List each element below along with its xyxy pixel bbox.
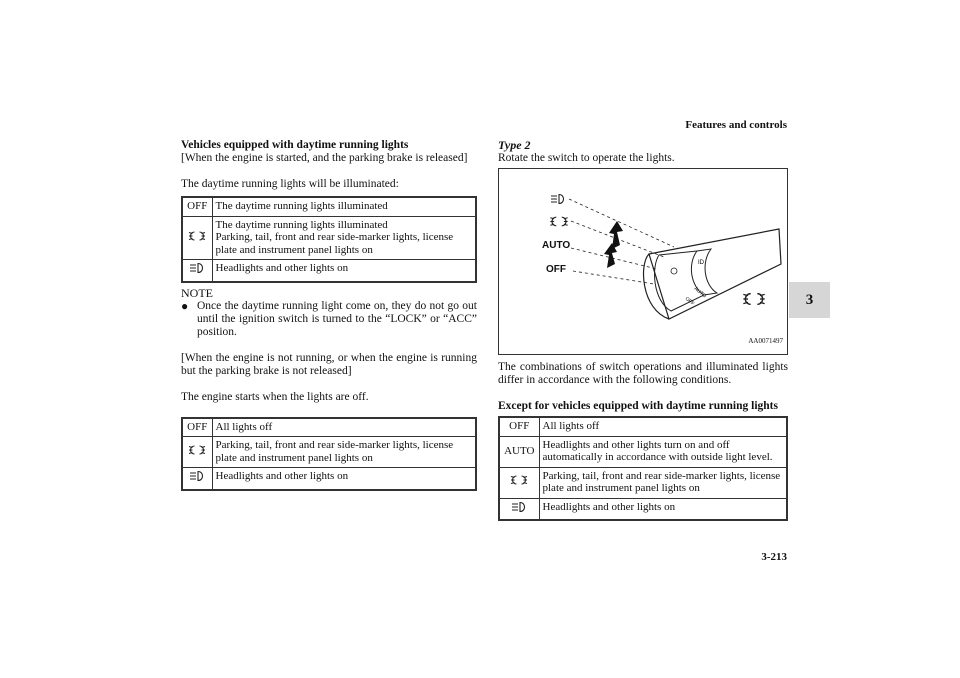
table-symbol: OFF <box>182 418 212 437</box>
table-text: All lights off <box>212 418 476 437</box>
table-row <box>182 216 476 260</box>
table-text: Headlights and other lights on <box>539 498 787 520</box>
page-number: 3-213 <box>761 551 787 563</box>
left-column <box>181 139 477 491</box>
headlight-icon <box>188 262 206 274</box>
condition-text: [When the engine is not running, or when the engine is running but the parking brake is not released] <box>181 351 477 377</box>
table-row <box>499 417 787 436</box>
section-header: Features and controls <box>685 119 787 131</box>
note-text: Once the daytime running light come on, they do not go out until the ignition switch is turned to the “LOCK” or “ACC” position. <box>197 299 477 338</box>
table-row <box>182 468 476 490</box>
parking-light-icon <box>743 294 764 305</box>
table-text: Headlights and other lights turn on and off automatically in accordance with outside light level. <box>539 436 787 467</box>
figure-code: AA0071497 <box>748 337 783 345</box>
table-text: The daytime running lights illuminated <box>215 218 388 231</box>
svg-text:AUTO: AUTO <box>692 285 708 300</box>
section-heading: Vehicles equipped with daytime running lights <box>181 139 409 151</box>
table-row <box>499 467 787 498</box>
table-text: All lights off <box>539 417 787 436</box>
note-label: NOTE <box>181 285 213 300</box>
table-row <box>182 437 476 468</box>
table-text: Headlights and other lights on <box>212 260 476 282</box>
table-row <box>182 418 476 437</box>
table-row <box>182 260 476 282</box>
light-switch-illustration <box>499 169 787 354</box>
headlight-icon <box>188 470 206 482</box>
table-text: Parking, tail, front and rear side-marker lights, license plate and instrument panel lights on <box>215 231 454 256</box>
intro-text: The engine starts when the lights are off. <box>181 390 369 403</box>
parking-light-icon <box>188 444 206 456</box>
chapter-tab: 3 <box>789 282 830 318</box>
table-row <box>182 197 476 216</box>
parking-light-icon <box>510 474 528 486</box>
intro-text: The daytime running lights will be illuminated: <box>181 178 399 190</box>
table-symbol: AUTO <box>499 436 539 467</box>
table-symbol: OFF <box>182 197 212 216</box>
type-heading: Type 2 <box>498 138 531 152</box>
table-row <box>499 498 787 520</box>
table-text: Parking, tail, front and rear side-marker lights, license plate and instrument panel lights on <box>539 467 787 498</box>
note-item <box>181 300 477 339</box>
table-text: The daytime running lights illuminated <box>212 197 476 216</box>
svg-text:ID: ID <box>698 260 704 266</box>
svg-text:OFF: OFF <box>683 295 696 307</box>
table-subheading: Except for vehicles equipped with daytime running lights <box>498 400 778 412</box>
table-text: Headlights and other lights on <box>212 468 476 490</box>
bullet-icon: ● <box>181 298 189 313</box>
off-label: OFF <box>546 264 566 275</box>
switch-combinations-table <box>498 416 788 521</box>
drl-table-engine-running <box>181 196 477 283</box>
drl-table-engine-off <box>181 417 477 491</box>
table-symbol: OFF <box>499 417 539 436</box>
condition-text: [When the engine is started, and the parking brake is released] <box>181 152 468 164</box>
description-text: The combinations of switch operations and illuminated lights differ in accordance with the following conditions. <box>498 361 788 386</box>
instruction-text: Rotate the switch to operate the lights. <box>498 152 675 164</box>
auto-label: AUTO <box>542 240 571 251</box>
light-switch-figure <box>498 168 788 355</box>
table-row <box>499 436 787 467</box>
table-text: Parking, tail, front and rear side-marker lights, license plate and instrument panel lights on <box>212 437 476 468</box>
parking-light-icon <box>188 230 206 242</box>
headlight-icon <box>510 501 528 513</box>
right-column <box>498 139 788 521</box>
